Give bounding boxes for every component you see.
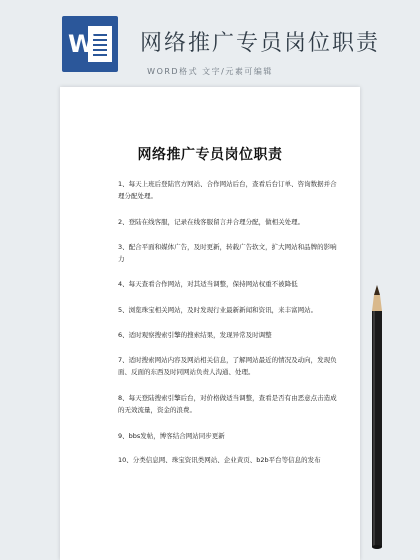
header xyxy=(0,0,420,85)
pencil-icon xyxy=(371,285,383,550)
list-item: 6、适时观察搜索引擎的搜索结果，发现异常及时调整 xyxy=(118,331,272,339)
list-item: 7、适时搜索网站内容及网站相关信息，了解网站最近的情况及动向，发现负面、反面的东西及时同网站负责人沟通、处理。 xyxy=(118,356,337,376)
list-item: 3、配合平面和媒体广告，及时更新，转载广告软文，扩大网站和品牌的影响力 xyxy=(118,243,337,263)
list-item: 5、浏览珠宝相关网站，及时发现行业最新新闻和资讯，来丰富网站。 xyxy=(118,306,318,314)
word-letter: W xyxy=(68,30,95,58)
header-subtitle: WORD格式 文字/元素可编辑 xyxy=(147,67,273,76)
word-logo-icon xyxy=(62,16,118,72)
list-item: 1、每天上班后登陆官方网站、合作网站后台，查看后台订单、咨询数据并合理分配处理。 xyxy=(118,180,337,200)
document-page xyxy=(60,87,360,560)
list-item: 4、每天查看合作网站，对其适当调整，保持网站权重不被降低 xyxy=(118,280,298,288)
document-title: 网络推广专员岗位职责 xyxy=(137,147,283,163)
list-item: 9、bbs发帖，博客结合网站同步更新 xyxy=(118,432,225,440)
list-item: 10、分类信息网、珠宝资讯类网站、企业黄页、b2b平台等信息的发布 xyxy=(118,456,321,464)
list-item: 2、登陆在线客服，记录在线客服留言并合理分配，做相关处理。 xyxy=(118,218,305,226)
list-item: 8、每天登陆搜索引擎后台，对价格做适当调整，查看是否有由恶意点击造成的无效流量，资金的浪费。 xyxy=(118,394,337,414)
header-title: 网络推广专员岗位职责 xyxy=(140,31,381,56)
